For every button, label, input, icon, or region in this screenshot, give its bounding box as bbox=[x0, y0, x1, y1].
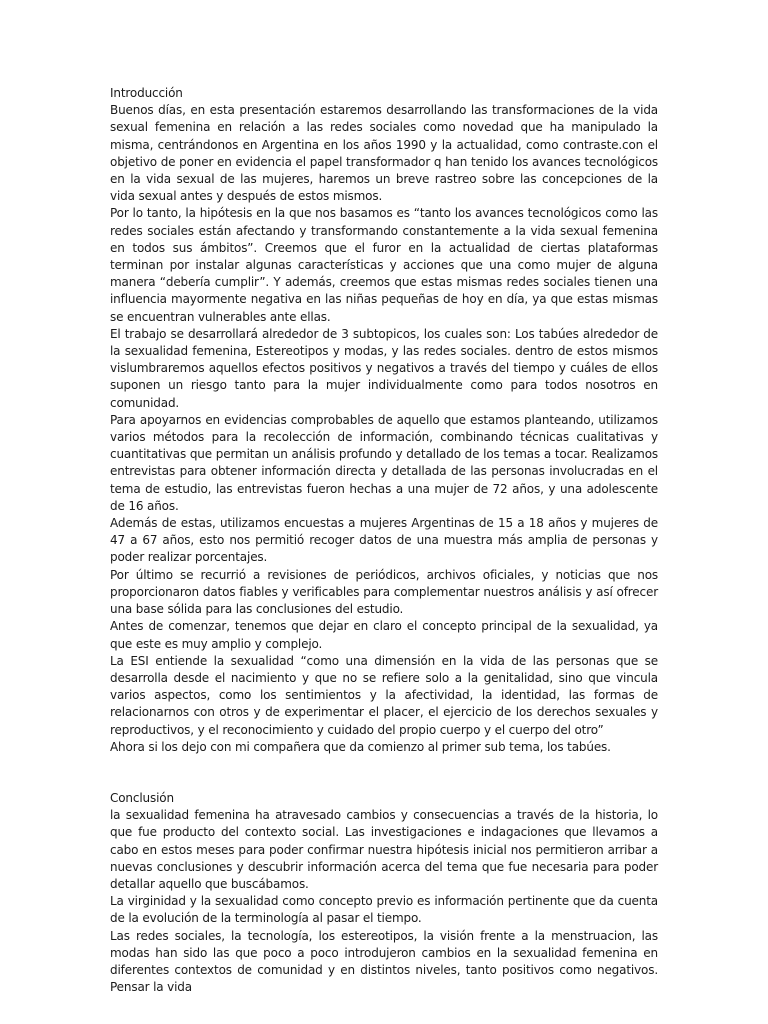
intro-paragraph-8: La ESI entiende la sexualidad “como una dimensión en la vida de las personas que se desarrolla desde el nacimiento y que no se refiere solo a la genitalidad, sino que vincula varios aspectos, como los sentimientos y la afectividad, la identidad, las formas de relacionarnos con otros y de experimentar el placer, el ejercicio de los derechos sexuales y reproductivos, y el reconocimiento y cuidado del propio cuerpo y el cuerpo del otro” bbox=[110, 653, 658, 737]
intro-paragraph-4: Para apoyarnos en evidencias comprobables de aquello que estamos planteando, utilizamos varios métodos para la recolección de información, combinando técnicas cualitativas y cuantitativas que permitan un análisis profundo y detallado de los temas a tocar. Realizamos entrevistas para obtener información directa y detallada de las personas involucradas en el tema de estudio, las entrevistas fueron hechas a una mujer de 72 años, y una adolescente de 16 años. bbox=[110, 412, 658, 513]
document-page bbox=[110, 85, 658, 996]
intro-paragraph-9: Ahora si los dejo con mi compañera que da comienzo al primer sub tema, los tabúes. bbox=[110, 739, 611, 754]
section-spacer bbox=[110, 756, 658, 790]
conclusion-paragraph-1: la sexualidad femenina ha atravesado cambios y consecuencias a través de la historia, lo que fue producto del contexto social. Las investigaciones e indagaciones que llevamos a cabo en estos meses para poder confirmar nuestra hipótesis inicial nos permitieron arribar a nuevas conclusiones y descubrir información acerca del tema que fue necesaria para poder detallar aquello que buscábamos. bbox=[110, 808, 658, 891]
conclusion-paragraph-2: La virginidad y la sexualidad como concepto previo es información pertinente que da cuenta de la evolución de la terminología al pasar el tiempo. bbox=[110, 894, 658, 926]
conclusion-heading: Conclusión bbox=[110, 790, 174, 805]
intro-paragraph-2: Por lo tanto, la hipótesis en la que nos basamos es “tanto los avances tecnológicos como las redes sociales están afectando y transformando constantemente a la vida sexual femenina en todos sus ámbitos”. Creemos que el furor en la actualidad de ciertas plataformas terminan por instalar algunas características y acciones que una como mujer de alguna manera “debería cumplir”. Y además, creemos que estas mismas redes sociales tienen una influencia mayormente negativa en las niñas pequeñas de hoy en día, ya que estas mismas se encuentran vulnerables ante ellas. bbox=[110, 206, 658, 324]
intro-paragraph-1: Buenos días, en esta presentación estaremos desarrollando las transformaciones de la vida sexual femenina en relación a las redes sociales como novedad que ha manipulado la misma, centrándonos en Argentina en los años 1990 y la actualidad, como contraste.con el objetivo de poner en evidencia el papel transformador q han tenido los avances tecnológicos en la vida sexual de las mujeres, haremos un breve rastreo sobre las concepciones de la vida sexual antes y después de estos mismos. bbox=[110, 103, 658, 204]
intro-paragraph-6: Por último se recurrió a revisiones de periódicos, archivos oficiales, y noticias que nos proporcionaron datos fiables y verificables para complementar nuestros análisis y así ofrecer una base sólida para las conclusiones del estudio. bbox=[110, 567, 658, 617]
introduction-heading: Introducción bbox=[110, 86, 183, 100]
conclusion-paragraph-3: Las redes sociales, la tecnología, los estereotipos, la visión frente a la menstruacion, las modas han sido las que poco a poco introdujeron cambios en la sexualidad femenina en diferentes contextos de comunidad y en distintos niveles, tanto positivos como negativos. Pensar la vida bbox=[110, 928, 658, 995]
intro-paragraph-3: El trabajo se desarrollará alrededor de 3 subtopicos, los cuales son: Los tabúes alrededor de la sexualidad femenina, Estereotipos y modas, y las redes sociales. dentro de estos mismos vislumbraremos aquellos efectos positivos y negativos a través del tiempo y cuáles de ellos suponen un riesgo tanto para la mujer individualmente como para todos nosotros en comunidad. bbox=[110, 326, 658, 410]
intro-paragraph-7: Antes de comenzar, tenemos que dejar en claro el concepto principal de la sexualidad, ya que este es muy amplio y complejo. bbox=[110, 619, 658, 651]
intro-paragraph-5: Además de estas, utilizamos encuestas a mujeres Argentinas de 15 a 18 años y mujeres de 47 a 67 años, esto nos permitió recoger datos de una muestra más amplia de personas y poder realizar porcentajes. bbox=[110, 516, 658, 565]
